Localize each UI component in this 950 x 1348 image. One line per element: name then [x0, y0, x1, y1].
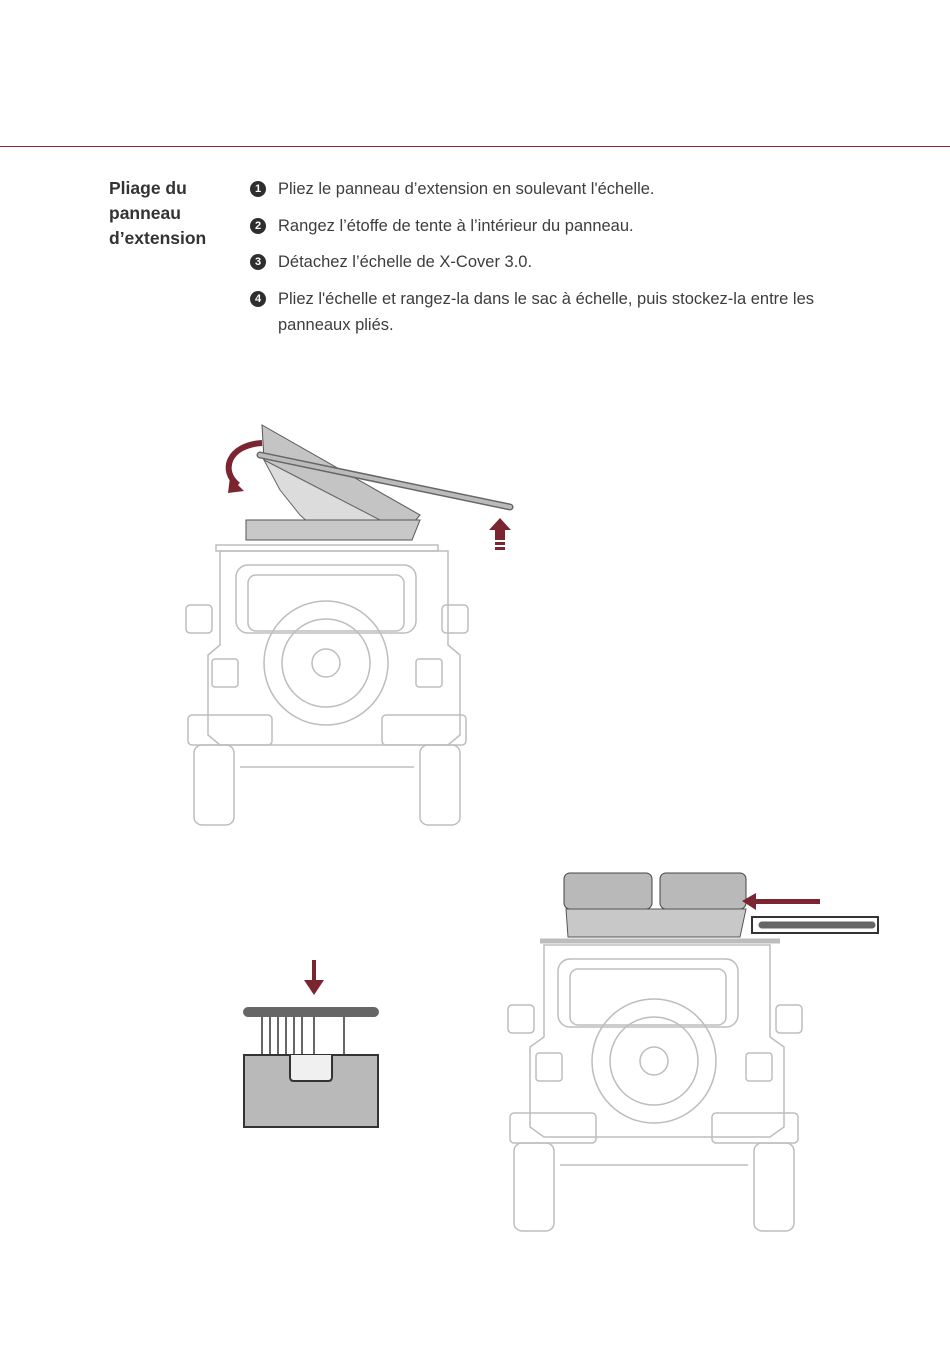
vehicle-stored-illustration — [500, 865, 890, 1240]
roof-rack — [216, 545, 438, 551]
base-panel — [246, 520, 420, 540]
figure-vehicle-folding-panel — [180, 415, 520, 835]
header-rule — [0, 146, 950, 147]
step-text: Pliez l'échelle et rangez-la dans le sac à échelle, puis stockez-la entre les panneaux pliés. — [278, 289, 815, 334]
folded-panel-left — [564, 873, 652, 909]
step-item — [250, 213, 870, 239]
step-number-badge: 2 — [250, 218, 266, 234]
step-text: Détachez l’échelle de X-Cover 3.0. — [278, 253, 533, 271]
step-number-badge: 1 — [250, 181, 266, 197]
section-title-line: panneau — [109, 203, 181, 223]
step-number-badge: 3 — [250, 254, 266, 270]
vehicle-folding-illustration — [180, 415, 520, 835]
figure-ladder-into-bag — [236, 955, 386, 1135]
down-arrow-icon — [312, 960, 316, 982]
step-item — [250, 176, 870, 202]
up-arrow-icon — [489, 518, 511, 540]
left-arrow-icon — [756, 899, 776, 904]
section-title-line: Pliage du — [109, 178, 187, 198]
section-title-line: d’extension — [109, 228, 207, 248]
step-number-badge: 4 — [250, 291, 266, 307]
step-text: Rangez l’étoffe de tente à l’intérieur du panneau. — [278, 216, 634, 235]
step-item — [250, 286, 870, 338]
base-panel — [566, 909, 746, 937]
ladder-bag-illustration — [236, 955, 386, 1135]
vehicle-outline — [186, 551, 468, 825]
figure-vehicle-stored-ladder — [500, 865, 890, 1240]
step-item — [250, 249, 870, 275]
section-title — [109, 176, 239, 251]
folded-panel-right — [660, 873, 746, 909]
vehicle-outline — [508, 945, 802, 1231]
curved-arrow-icon — [229, 443, 262, 485]
instruction-steps — [250, 176, 870, 348]
step-text: Pliez le panneau d’extension en soulevant l'échelle. — [278, 180, 655, 198]
bag-handle — [290, 1055, 332, 1081]
